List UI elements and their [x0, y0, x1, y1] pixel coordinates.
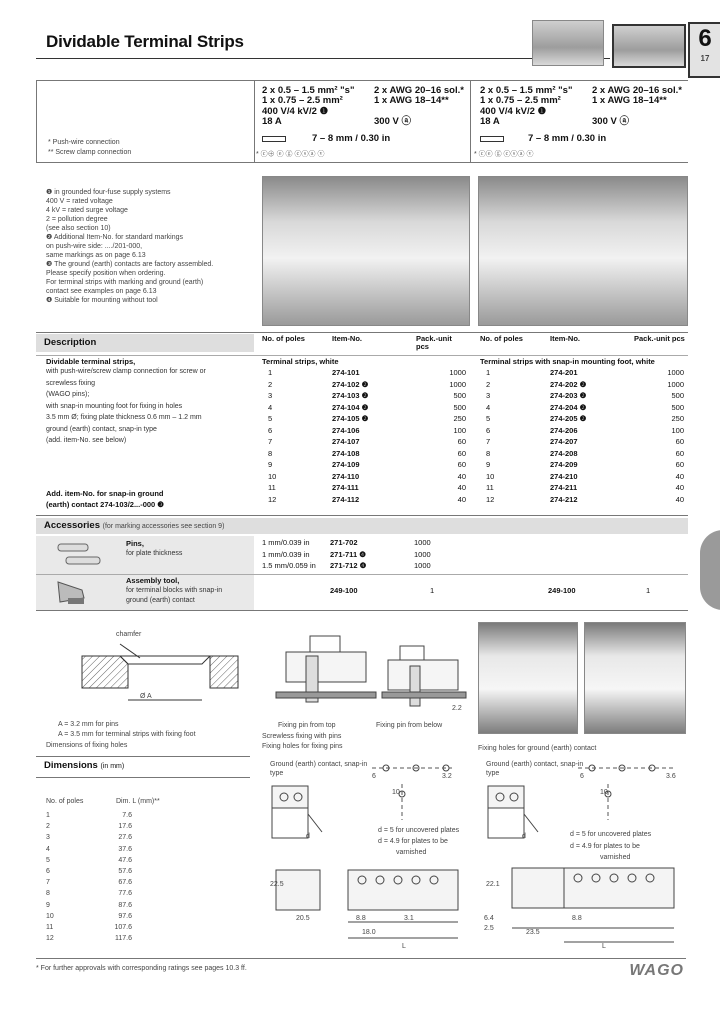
- note-line: 400 V = rated voltage: [46, 198, 113, 205]
- spec1-voltage-ul: 300 V ⓐ: [374, 116, 411, 127]
- page-ref: 17: [700, 54, 710, 63]
- dim-l-value: 67.6: [118, 879, 132, 887]
- desc-line: ground (earth) contact, snap-in type: [46, 425, 157, 433]
- chamfer-drawing: [80, 626, 240, 716]
- dim-6-4: 6.4: [484, 915, 494, 922]
- dim-l-value: 37.6: [118, 845, 132, 853]
- cell-item: 274-202 ❷: [550, 379, 587, 389]
- spec2-approvals: * ⓒⓔ ⓖ ⓒⓢⓐ ⓥ: [474, 151, 534, 158]
- page-title: Dividable Terminal Strips: [46, 32, 244, 51]
- dim-poles: 11: [46, 924, 54, 932]
- table-row: [480, 413, 686, 425]
- dim-l-value: 27.6: [118, 834, 132, 842]
- tool-desc-2: ground (earth) contact: [126, 597, 195, 604]
- assembly-tool-icon: [54, 578, 94, 608]
- strip-length-icon-1: [262, 136, 286, 142]
- cell-poles: 6: [268, 425, 273, 435]
- cell-pack: 1000: [667, 379, 684, 389]
- cell-item: 274-208: [550, 448, 578, 458]
- col-pack-header-1: Pack.-unit pcs: [416, 334, 452, 351]
- cell-item: 274-212: [550, 494, 578, 504]
- dim-poles: 6: [46, 868, 50, 876]
- dim-22-1: 22.1: [486, 881, 500, 888]
- pin-pack: 1000: [414, 538, 431, 547]
- dim-row: [46, 922, 136, 933]
- spec1-current: 18 A: [262, 116, 282, 127]
- cell-poles: 12: [268, 494, 277, 504]
- spec1-approvals: * ⓒ⊕ ⓔ ⓖ ⓒⓢⓐ ⓥ: [256, 151, 325, 158]
- cell-item: 274-206: [550, 425, 578, 435]
- cell-poles: 3: [486, 391, 491, 400]
- desc-line: (add. item-No. see below): [46, 437, 127, 444]
- cell-poles: 12: [486, 494, 495, 504]
- dim-rows: [46, 810, 136, 944]
- cell-item: 274-109: [332, 460, 360, 469]
- cell-item: 274-107: [332, 437, 360, 446]
- dim-row: [46, 888, 136, 899]
- desc-line: with push-wire/screw clamp connection for screw or: [46, 368, 206, 375]
- dim-a-pins: A = 3.2 mm for pins: [58, 721, 119, 728]
- fixing-pin-below-label: Fixing pin from below: [376, 722, 443, 729]
- table-row: [480, 379, 686, 391]
- spec-bottom-rule: [36, 162, 688, 163]
- product-photo-terminal-strip: [262, 176, 470, 326]
- accessories-bottom-rule: [36, 610, 688, 611]
- pin-thickness: 1 mm/0.039 in: [262, 549, 310, 559]
- spec2-voltage-ul: 300 V ⓐ: [592, 116, 629, 127]
- cell-pack: 60: [457, 448, 466, 458]
- dim-poles: 2: [46, 823, 50, 831]
- ground-holes-label: Fixing holes for ground (earth) contact: [478, 745, 597, 752]
- dim-row: [46, 821, 136, 832]
- spec2-awg-2: 1 x AWG 18–14**: [592, 95, 667, 106]
- dim-poles: 3: [46, 834, 50, 842]
- varnished-right: varnished: [600, 854, 631, 861]
- dim-6-right: 6: [580, 773, 584, 780]
- cell-poles: 8: [486, 448, 491, 458]
- tool-pack-1: 1: [430, 586, 435, 595]
- d49-left: d = 4.9 for plates to be: [378, 838, 448, 845]
- dim-d-right: d: [522, 833, 526, 840]
- dim-fixing-holes-title: Dimensions of fixing holes: [46, 742, 128, 749]
- fixing-holes-label: Fixing holes for fixing pins: [262, 743, 343, 750]
- desc-line: with snap-in mounting foot for fixing in holes: [46, 402, 183, 410]
- dim-col-l: Dim. L (mm)**: [116, 798, 160, 805]
- dim-row: [46, 810, 136, 821]
- ground-label-left: Ground (earth) contact, snap-in type: [270, 761, 368, 777]
- dim-l-value: 47.6: [118, 856, 132, 864]
- note-line: on push-wire side: ..../201-000,: [46, 243, 143, 250]
- cell-poles: 11: [486, 483, 494, 492]
- dim-2-2: 2.2: [452, 705, 462, 712]
- table-row: [480, 471, 686, 483]
- cell-poles: 2: [268, 379, 273, 389]
- cell-item: 274-207: [550, 437, 578, 446]
- tool-item-2: 249-100: [548, 586, 576, 595]
- dim-20-5: 20.5: [296, 915, 310, 922]
- cell-item: 274-211: [550, 483, 578, 492]
- cell-poles: 4: [486, 402, 491, 412]
- cell-item: 274-104 ❷: [332, 402, 369, 412]
- note-line: contact see examples on page 6.13: [46, 288, 157, 295]
- spec1-voltage: 400 V/4 kV/2 ❶: [262, 106, 329, 117]
- table-row: [480, 494, 686, 506]
- table-row: [480, 448, 686, 460]
- chamfer-label: chamfer: [116, 631, 142, 638]
- dim-row: [46, 832, 136, 843]
- dim-poles: 8: [46, 890, 50, 898]
- cell-poles: 5: [268, 414, 273, 423]
- cell-pack: 1000: [449, 379, 466, 389]
- table-row: [480, 425, 686, 437]
- cell-pack: 500: [453, 402, 466, 412]
- note-line: ❷ Additional Item-No. for standard markings: [46, 234, 184, 241]
- dim-poles: 4: [46, 845, 50, 853]
- cell-pack: 40: [675, 483, 684, 492]
- cell-pack: 60: [457, 460, 466, 469]
- section-tab[interactable]: [688, 22, 720, 78]
- pins-title: Pins,: [126, 539, 144, 548]
- table-row: [262, 390, 466, 402]
- dim-3-2: 3.2: [442, 773, 452, 780]
- desc-line: (WAGO pins);: [46, 391, 90, 398]
- dim-l-value: 117.6: [115, 935, 132, 943]
- cell-pack: 40: [457, 471, 466, 481]
- spec2-awg-sol: 2 x AWG 20–16 sol.*: [592, 85, 682, 96]
- group1-label: Terminal strips, white: [262, 357, 339, 366]
- dim-l-value: 107.6: [114, 924, 132, 932]
- dim-poles: 9: [46, 901, 50, 909]
- note-line: 2 = pollution degree: [46, 216, 108, 223]
- dim-row: [46, 855, 136, 866]
- group2-label: Terminal strips with snap-in mounting foot, white: [480, 357, 655, 366]
- spec-left-rule: [36, 80, 37, 162]
- dim-row: [46, 911, 136, 922]
- cell-poles: 3: [268, 391, 273, 400]
- cell-pack: 500: [453, 391, 466, 400]
- desc-title: Dividable terminal strips,: [46, 357, 136, 366]
- cell-poles: 5: [486, 414, 491, 423]
- screwless-fixing-label: Screwless fixing with pins: [262, 733, 342, 740]
- spec-divider-2: [470, 80, 471, 162]
- cell-item: 274-103 ❷: [332, 391, 369, 400]
- spec2-current: 18 A: [480, 116, 500, 127]
- table-row: [480, 367, 686, 379]
- table-row: [480, 390, 686, 402]
- cell-item: 274-110: [332, 471, 360, 481]
- dim-col-poles: No. of poles: [46, 798, 84, 805]
- pin-thickness: 1 mm/0.039 in: [262, 538, 310, 547]
- cell-item: 274-203 ❷: [550, 391, 587, 400]
- pins-rows: [262, 537, 431, 572]
- description-header: Description: [36, 334, 254, 352]
- table-row: [480, 436, 686, 448]
- dimensions-title: Dimensions: [44, 760, 98, 771]
- cell-item: 274-111: [332, 483, 359, 492]
- dim-8-8-right: 8.8: [572, 915, 582, 922]
- spec2-strip-length: 7 – 8 mm / 0.30 in: [528, 133, 607, 144]
- ground-contact-photo-1: [478, 622, 578, 734]
- cell-poles: 10: [268, 471, 277, 481]
- varnished-left: varnished: [396, 849, 427, 856]
- cell-poles: 11: [268, 483, 276, 492]
- fixing-pin-top-label: Fixing pin from top: [278, 722, 336, 729]
- col-poles-header-1: No. of poles: [262, 334, 305, 343]
- fixing-pin-drawings: [270, 626, 470, 720]
- legend-push-wire: * Push-wire connection: [48, 139, 120, 146]
- pin-thickness: 1.5 mm/0.059 in: [262, 561, 316, 570]
- header-product-photo-1: [532, 20, 604, 66]
- d5-right: d = 5 for uncovered plates: [570, 831, 652, 838]
- dim-poles: 5: [46, 856, 50, 864]
- section-number: 6: [698, 25, 712, 52]
- table-row: [480, 459, 686, 471]
- spec1-awg-sol: 2 x AWG 20–16 sol.*: [374, 85, 464, 96]
- cell-item: 274-101: [332, 368, 360, 377]
- note-line: (see also section 10): [46, 225, 111, 232]
- spec1-strip-length: 7 – 8 mm / 0.30 in: [312, 133, 391, 144]
- note-line: 4 kV = rated surge voltage: [46, 207, 128, 214]
- accessories-title: Accessories: [44, 520, 100, 531]
- cell-pack: 250: [671, 414, 684, 423]
- ground-contact-photo-2: [584, 622, 686, 734]
- pin-item: 271-712 ❹: [330, 561, 367, 570]
- dim-row: [46, 844, 136, 855]
- cell-pack: 500: [671, 391, 684, 400]
- cell-pack: 100: [671, 425, 684, 435]
- note-line: ❶ in grounded four-fuse supply systems: [46, 189, 171, 196]
- cell-pack: 60: [675, 437, 684, 446]
- cell-item: 274-201: [550, 368, 578, 377]
- cell-item: 274-102 ❷: [332, 379, 369, 389]
- col-pack-header-2: Pack.-unit pcs: [634, 334, 685, 343]
- notes-block: [46, 188, 258, 305]
- table-row: [262, 436, 466, 448]
- dimensions-unit: (in mm): [100, 763, 125, 770]
- pins-desc: for plate thickness: [126, 550, 183, 557]
- cell-poles: 4: [268, 402, 273, 412]
- add-item-line: (earth) contact 274-103/2...-000 ❸: [46, 500, 165, 509]
- dim-3-1: 3.1: [404, 915, 414, 922]
- note-line: same markings as on page 6.13: [46, 252, 146, 259]
- tool-desc-1: for terminal blocks with snap-in: [126, 587, 223, 594]
- table-row: [262, 379, 466, 391]
- spec1-wire-size: 2 x 0.5 – 1.5 mm² "s": [262, 85, 355, 96]
- cell-item: 274-204 ❷: [550, 402, 587, 412]
- cell-pack: 1000: [449, 368, 466, 377]
- dim-d-left: d: [306, 833, 310, 840]
- cell-pack: 40: [457, 483, 466, 492]
- tool-item-1: 249-100: [330, 586, 358, 595]
- col-poles-header-2: No. of poles: [480, 334, 523, 343]
- pin-icon: [52, 540, 112, 570]
- cell-pack: 40: [675, 494, 684, 504]
- dim-poles: 10: [46, 912, 54, 920]
- dim-row: [46, 877, 136, 888]
- header-rule: [36, 355, 688, 356]
- dim-l-value: 77.6: [118, 890, 132, 898]
- note-line: For terminal strips with marking and ground (earth): [46, 279, 204, 286]
- spec2-wire-size-2: 1 x 0.75 – 2.5 mm²: [480, 95, 561, 106]
- pin-pack: 1000: [414, 549, 431, 559]
- table-row: [262, 402, 466, 414]
- table-row: [262, 471, 466, 483]
- dim-row: [46, 933, 136, 944]
- cell-pack: 500: [671, 402, 684, 412]
- cell-poles: 8: [268, 448, 273, 458]
- cell-pack: 40: [457, 494, 466, 504]
- cell-poles: 9: [486, 460, 491, 469]
- dimension-drawing-left: [262, 760, 474, 956]
- table-row: [262, 413, 466, 425]
- dim-l-value: 7.6: [122, 812, 132, 819]
- rows-group-2: [480, 367, 686, 505]
- cell-item: 274-210: [550, 471, 578, 481]
- footer-note: * For further approvals with corresponding ratings see pages 10.3 ff.: [36, 965, 247, 972]
- rows-group-1: [262, 367, 466, 505]
- table-row: [262, 494, 466, 506]
- col-item-header-1: Item-No.: [332, 334, 362, 343]
- dim-l-right: L: [602, 943, 606, 950]
- cell-pack: 250: [453, 414, 466, 423]
- cell-poles: 7: [486, 437, 491, 446]
- footer-rule: [36, 958, 686, 959]
- spec1-awg-2: 1 x AWG 18–14**: [374, 95, 449, 106]
- wago-logo: WAGO: [629, 962, 684, 979]
- cell-item: 274-205 ❷: [550, 414, 587, 423]
- cell-pack: 60: [675, 448, 684, 458]
- cell-pack: 60: [675, 460, 684, 469]
- tool-pack-2: 1: [646, 586, 651, 595]
- cell-poles: 10: [486, 471, 495, 481]
- table-row: [262, 425, 466, 437]
- table-row: [262, 367, 466, 379]
- desc-line: 3.5 mm Ø; fixing plate thickness 0.6 mm – 1.2 mm: [46, 414, 202, 421]
- dim-3-6: 3.6: [666, 773, 676, 780]
- d5-left: d = 5 for uncovered plates: [378, 827, 460, 834]
- cell-poles: 7: [268, 437, 273, 446]
- cell-item: 274-105 ❷: [332, 414, 369, 423]
- side-thumb-tab: [700, 530, 720, 610]
- dim-18-0: 18.0: [362, 929, 376, 936]
- spec2-wire-size: 2 x 0.5 – 1.5 mm² "s": [480, 85, 573, 96]
- dim-l-left: L: [402, 943, 406, 950]
- dim-8-8-left: 8.8: [356, 915, 366, 922]
- pin-pack: 1000: [414, 561, 431, 570]
- dim-10-left: 10: [392, 789, 400, 796]
- add-item-title: Add. item-No. for snap-in ground: [46, 489, 164, 498]
- cell-item: 274-108: [332, 448, 360, 458]
- cell-poles: 1: [268, 368, 273, 377]
- dim-l-value: 17.6: [118, 823, 132, 831]
- dim-row: [46, 900, 136, 911]
- strip-length-icon-2: [480, 136, 504, 142]
- dim-l-value: 57.6: [118, 868, 132, 876]
- dim-2-5: 2.5: [484, 925, 494, 932]
- cell-item: 274-209: [550, 460, 578, 469]
- pin-item: 271-702: [330, 538, 358, 547]
- cell-poles: 1: [486, 368, 491, 377]
- cell-item: 274-112: [332, 494, 360, 504]
- cell-pack: 100: [453, 425, 466, 435]
- col-item-header-2: Item-No.: [550, 334, 580, 343]
- cell-pack: 1000: [667, 368, 684, 377]
- dim-poles: 12: [46, 935, 54, 943]
- spec-divider-1: [254, 80, 255, 162]
- table-row: [480, 482, 686, 494]
- table-top-rule: [36, 332, 688, 333]
- table-row: [262, 459, 466, 471]
- ground-label-right: Ground (earth) contact, snap-in type: [486, 761, 584, 777]
- accessories-row-rule: [36, 574, 688, 575]
- dim-23-5: 23.5: [526, 929, 540, 936]
- dim-a-strips: A = 3.5 mm for terminal strips with fixing foot: [58, 731, 196, 738]
- dim-row: [46, 866, 136, 877]
- dimensions-header: [36, 756, 250, 778]
- dim-22-5-left: 22.5: [270, 881, 284, 888]
- cell-poles: 9: [268, 460, 273, 469]
- cell-poles: 2: [486, 379, 491, 389]
- spec1-wire-size-2: 1 x 0.75 – 2.5 mm²: [262, 95, 343, 106]
- accessories-header: [36, 518, 688, 534]
- desc-lines: [46, 366, 206, 447]
- desc-line: screwless fixing: [46, 379, 96, 387]
- title-rule: [36, 58, 610, 59]
- spec-top-rule: [36, 80, 688, 81]
- dimension-drawing-right: [478, 760, 688, 956]
- table-row: [262, 448, 466, 460]
- accessories-note: (for marking accessories see section 9): [102, 523, 225, 530]
- dim-l-value: 97.6: [118, 912, 132, 920]
- phi-a-label: Ø A: [140, 693, 152, 700]
- table-row: [480, 402, 686, 414]
- product-photo-terminal-strip-foot: [478, 176, 688, 326]
- cell-pack: 40: [675, 471, 684, 481]
- dim-poles: 7: [46, 879, 50, 887]
- legend-screw-clamp: ** Screw clamp connection: [48, 149, 132, 156]
- dim-10-right: 10: [600, 789, 608, 796]
- note-line: Please specify position when ordering.: [46, 270, 166, 277]
- table-bottom-rule: [36, 515, 688, 516]
- cell-poles: 6: [486, 425, 491, 435]
- note-line: ❸ The ground (earth) contacts are factory assembled.: [46, 261, 214, 268]
- note-line: ❹ Suitable for mounting without tool: [46, 297, 158, 304]
- table-row: [262, 482, 466, 494]
- dim-poles: 1: [46, 812, 50, 819]
- dim-6-left: 6: [372, 773, 376, 780]
- dim-l-value: 87.6: [118, 901, 132, 909]
- header-product-photo-2: [612, 24, 686, 68]
- cell-pack: 60: [457, 437, 466, 446]
- d49-right: d = 4.9 for plates to be: [570, 843, 640, 850]
- cell-item: 274-106: [332, 425, 360, 435]
- spec2-voltage: 400 V/4 kV/2 ❶: [480, 106, 547, 117]
- pin-item: 271-711 ❹: [330, 549, 366, 559]
- tool-title: Assembly tool,: [126, 576, 180, 585]
